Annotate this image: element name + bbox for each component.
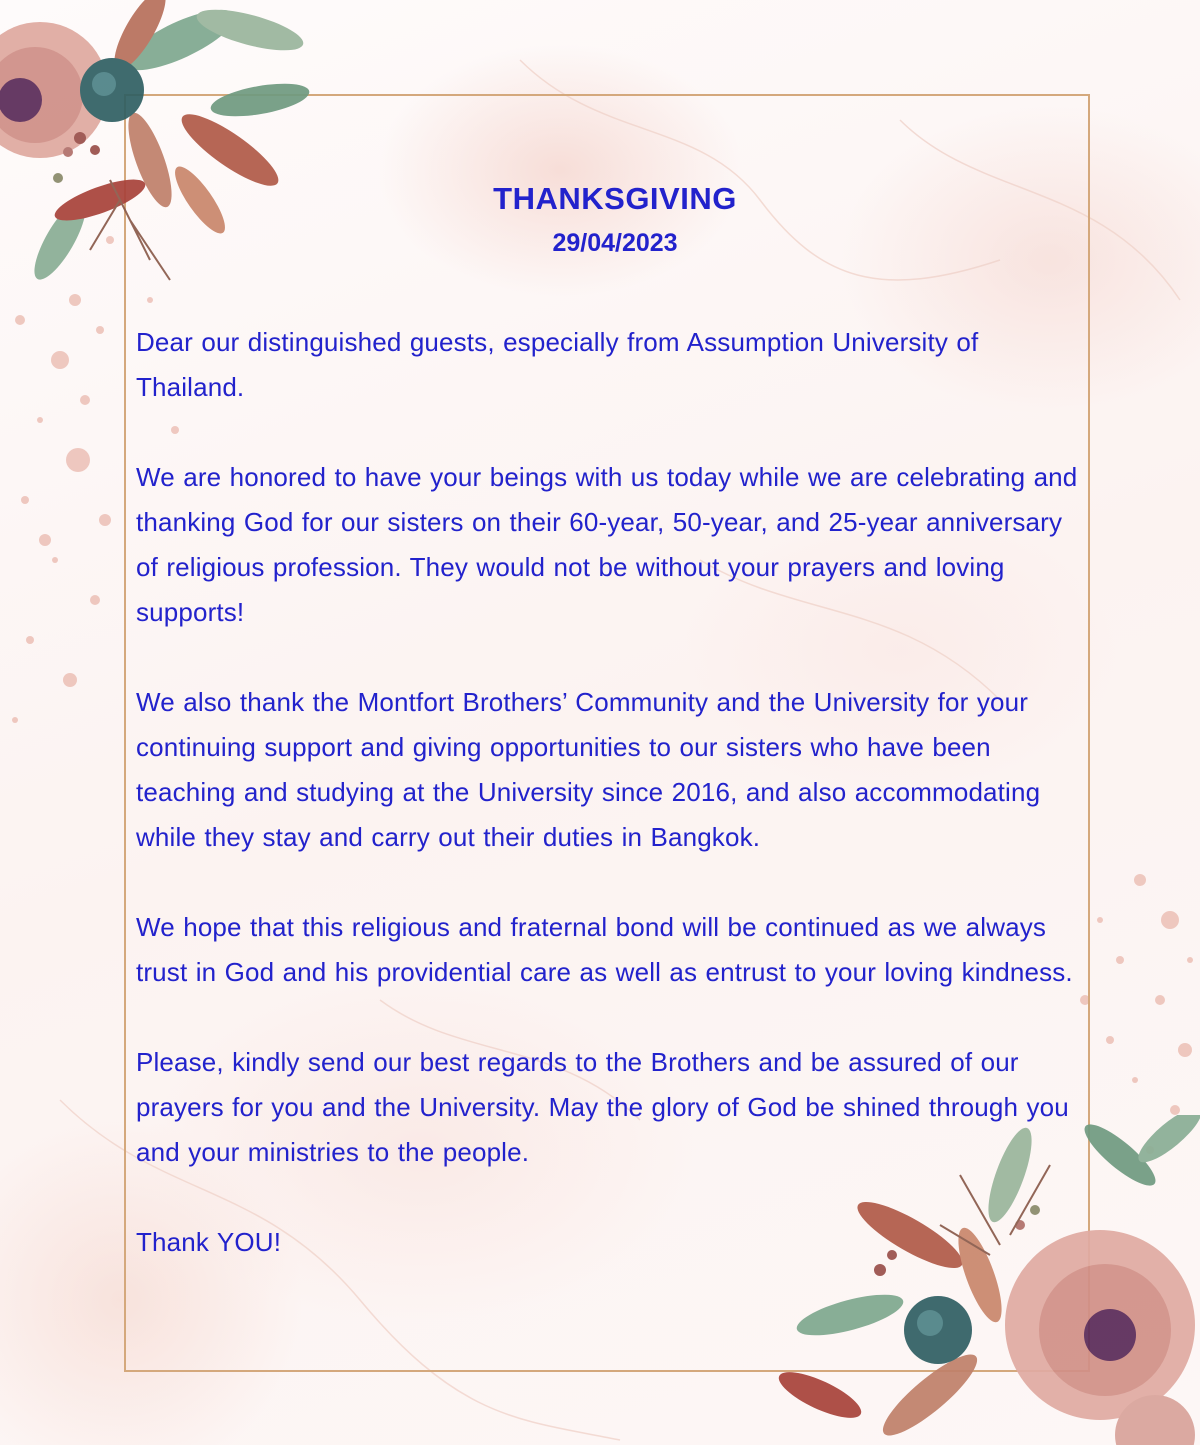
hope-paragraph: We hope that this religious and fraternal bond will be continued as we always trust in God and his providential care as well as entrust to your loving kindness. [136, 912, 1073, 987]
letter-body [136, 176, 1096, 1265]
regards-paragraph: Please, kindly send our best regards to the Brothers and be assured of our prayers for you and the University. May the glory of God be shined through you and your ministries to the people. [136, 1047, 1069, 1167]
closing-line: Thank YOU! [136, 1227, 282, 1257]
thanks-paragraph: We also thank the Montfort Brothers’ Community and the University for your continuing support and giving opportunities to our sisters who have been teaching and studying at the University since 2016, and also accommodating while they stay and carry out their duties in Bangkok. [136, 687, 1041, 852]
greeting-paragraph: Dear our distinguished guests, especially from Assumption University of Thailand. [136, 327, 979, 402]
letter-date: 29/04/2023 [552, 229, 678, 257]
letter-title: THANKSGIVING [493, 181, 737, 216]
honored-paragraph: We are honored to have your beings with us today while we are celebrating and thanking God for our sisters on their 60-year, 50-year, and 25-year anniversary of religious profession. They would not be without your prayers and loving supports! [136, 462, 1078, 627]
